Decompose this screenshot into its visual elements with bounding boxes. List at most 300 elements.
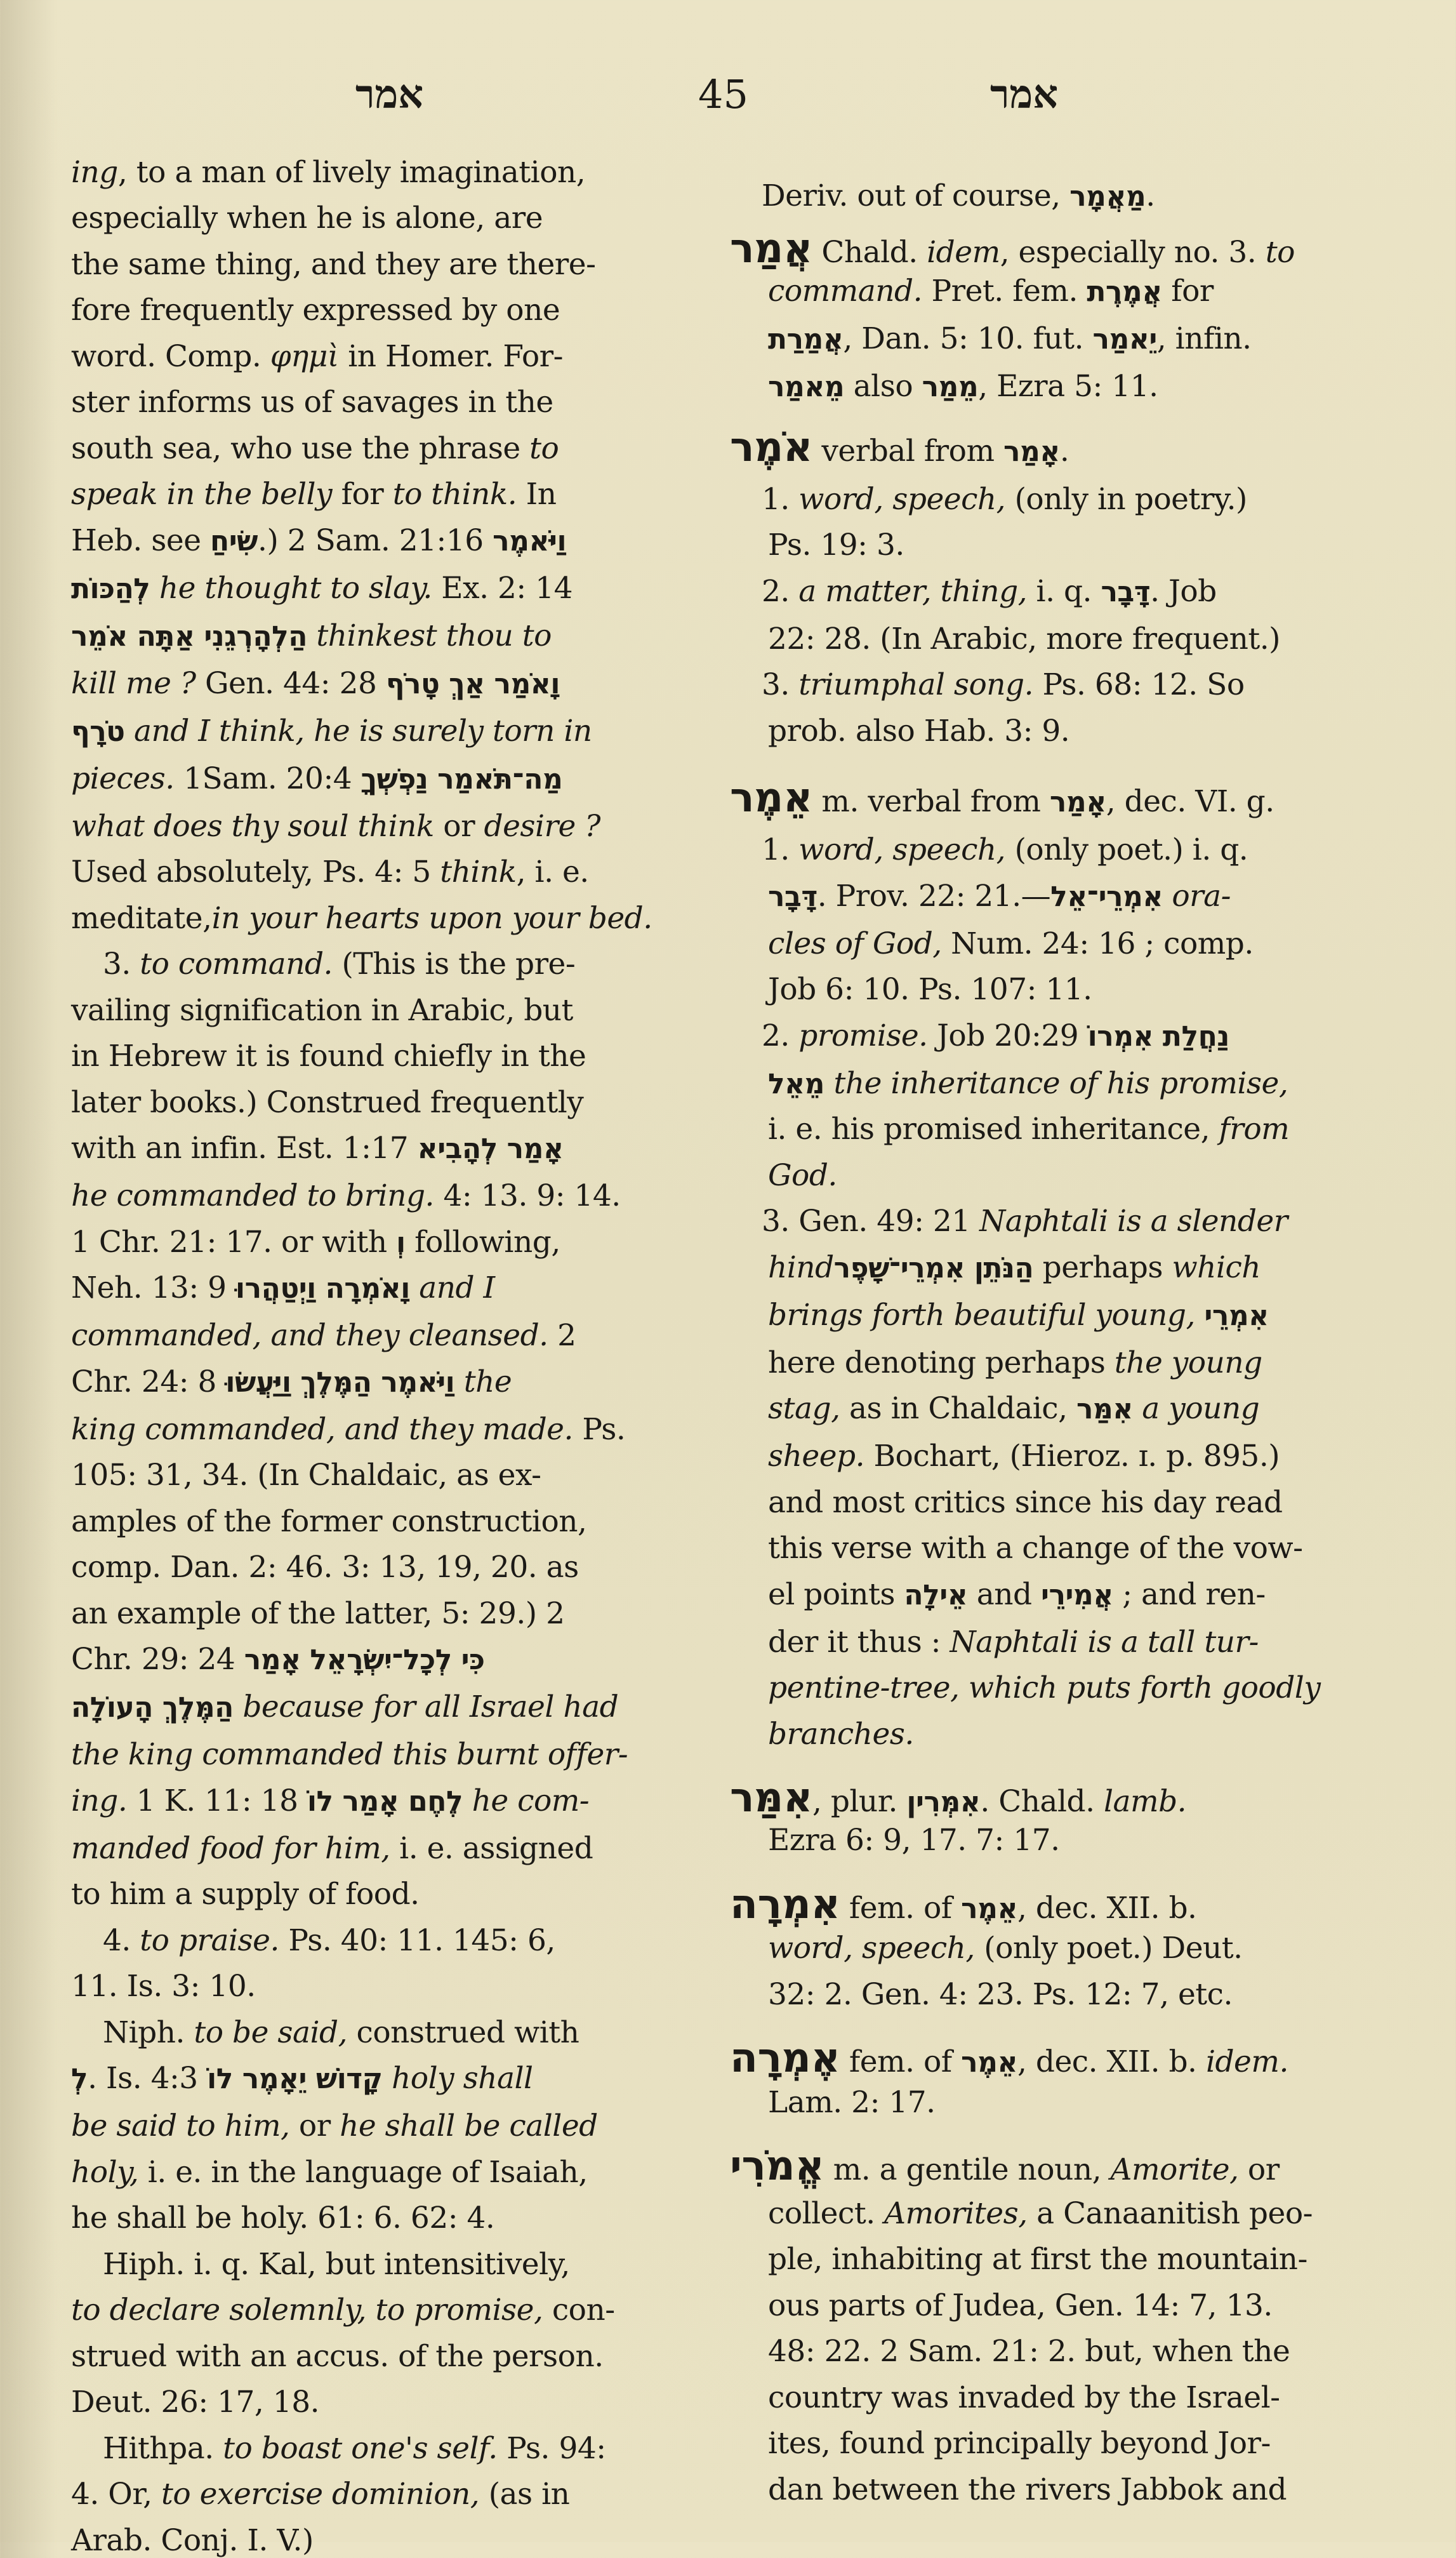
body-text: vailing signification in Arabic, but xyxy=(71,993,573,1028)
text-line xyxy=(768,1112,1371,1147)
text-line xyxy=(71,809,712,844)
headword: אֶמְרָה xyxy=(730,2035,840,2082)
body-text: Chr. 29: 24 xyxy=(71,1642,244,1677)
italic-gloss: and I xyxy=(409,1270,495,1305)
text-line xyxy=(768,1298,1371,1333)
body-text: In xyxy=(517,477,557,512)
body-text: 2. xyxy=(762,574,799,609)
text-line xyxy=(71,1225,712,1260)
italic-gloss: hind xyxy=(768,1250,834,1285)
text-line xyxy=(71,1831,712,1866)
italic-gloss: ora- xyxy=(1162,879,1231,914)
italic-gloss: the king commanded this burnt offer- xyxy=(71,1737,628,1772)
hebrew-text: אֵמֶר xyxy=(961,1893,1018,1925)
text-line xyxy=(768,321,1371,356)
italic-gloss: because for all Israel had xyxy=(233,1689,619,1724)
body-text: this verse with a change of the vow- xyxy=(768,1531,1303,1566)
text-line xyxy=(71,1039,712,1074)
body-text: , to a man of lively imagination, xyxy=(117,155,586,190)
body-text: 22: 28. (In Arabic, more frequent.) xyxy=(768,622,1280,656)
italic-gloss: to be said, xyxy=(194,2015,348,2050)
text-line xyxy=(762,1018,1371,1053)
text-line xyxy=(71,1877,712,1912)
text-line xyxy=(71,1412,712,1447)
hebrew-text: אֲמֶרֶת xyxy=(1087,276,1162,308)
italic-gloss: in your hearts upon your bed. xyxy=(211,901,652,936)
body-text: south sea, who use the phrase xyxy=(71,431,530,466)
italic-gloss: a young xyxy=(1132,1391,1260,1426)
body-text: Neh. 13: 9 xyxy=(71,1270,236,1305)
text-line xyxy=(71,571,712,606)
hebrew-text: אֵמֶר xyxy=(961,2046,1018,2079)
text-line xyxy=(71,247,712,282)
text-line xyxy=(762,667,1371,702)
body-text: der it thus : xyxy=(768,1625,950,1660)
text-line xyxy=(71,1131,712,1166)
running-head-left: אמר xyxy=(355,71,424,117)
body-text: (only in poetry.) xyxy=(1005,482,1247,517)
text-line xyxy=(768,1531,1371,1566)
hebrew-text: מֵאֵל xyxy=(768,1068,824,1100)
italic-gloss: be said to him, xyxy=(71,2108,290,2143)
italic-gloss: pieces. xyxy=(71,761,175,796)
text-line xyxy=(71,1270,712,1305)
text-line xyxy=(768,1158,1371,1193)
text-line xyxy=(71,2385,712,2420)
entry-headword-line xyxy=(730,1775,1371,1822)
text-line xyxy=(71,1642,712,1677)
italic-gloss: speak in the belly xyxy=(71,477,333,512)
headword: אִמַּר xyxy=(730,1775,812,1822)
hebrew-text: וְ xyxy=(396,1227,406,1259)
hebrew-text: אֲמַרַת xyxy=(768,323,844,356)
text-line xyxy=(768,2380,1371,2415)
body-text: fore frequently expressed by one xyxy=(71,293,560,328)
italic-gloss: God. xyxy=(768,1158,837,1193)
italic-gloss: commanded, and they cleansed. xyxy=(71,1318,548,1353)
italic-gloss: kill me ? xyxy=(71,666,196,701)
body-text: 4: 13. 9: 14. xyxy=(434,1178,621,1213)
text-line xyxy=(71,385,712,420)
italic-gloss: command. xyxy=(768,274,923,309)
text-line xyxy=(103,1923,712,1958)
body-text: with an infin. Est. 1:17 xyxy=(71,1131,418,1166)
text-line xyxy=(71,431,712,466)
body-text: collect. xyxy=(768,2196,885,2231)
body-text: m. verbal from xyxy=(812,784,1050,819)
text-line xyxy=(71,2477,712,2512)
italic-gloss: manded food for him, xyxy=(71,1831,390,1866)
body-text: 1 K. 11: 18 xyxy=(127,1783,307,1818)
body-text: 4. Or, xyxy=(71,2477,161,2512)
text-line xyxy=(768,528,1371,563)
text-line xyxy=(768,624,1371,654)
body-text: and xyxy=(967,1577,1042,1612)
body-text: . Is. 4:3 xyxy=(88,2061,208,2096)
text-line xyxy=(71,1783,712,1818)
body-text: comp. Dan. 2: 46. 3: 13, 19, 20. as xyxy=(71,1550,579,1585)
body-text: 1Sam. 20:4 xyxy=(174,761,361,796)
body-text: the same thing, and they are there- xyxy=(71,247,596,282)
body-text: word. Comp. xyxy=(71,339,270,374)
body-text: (This is the pre- xyxy=(333,947,576,982)
text-line xyxy=(103,2247,712,2282)
body-text: following, xyxy=(405,1225,560,1260)
italic-gloss: cles of God, xyxy=(768,926,942,961)
hebrew-text: דָּבָר xyxy=(768,881,817,913)
body-text: Deut. 26: 17, 18. xyxy=(71,2385,320,2420)
hebrew-text: וַיֹּאמֶר xyxy=(493,525,567,557)
body-text: Arab. Conj. I. V.) xyxy=(71,2523,314,2558)
text-line xyxy=(768,1625,1371,1660)
body-text: Ps. 94: xyxy=(497,2431,606,2466)
text-line xyxy=(71,201,712,236)
text-line xyxy=(103,2015,712,2050)
headword: אֵמֶר xyxy=(730,775,812,822)
hebrew-text: אִמְרֵי xyxy=(1204,1300,1269,1332)
body-text: 32: 2. Gen. 4: 23. Ps. 12: 7, etc. xyxy=(768,1977,1233,2012)
hebrew-text: דָּבָר xyxy=(1101,576,1151,608)
body-text: for xyxy=(1161,274,1214,309)
hebrew-text: אִמְרֵי־אֵל xyxy=(1050,881,1163,913)
body-text: . Chald. xyxy=(980,1784,1104,1819)
body-text: (only poet.) i. q. xyxy=(1005,832,1248,867)
hebrew-text: טֹרָף xyxy=(71,716,125,748)
text-line xyxy=(71,477,712,512)
text-line xyxy=(71,1318,712,1353)
text-line xyxy=(71,1364,712,1399)
text-line xyxy=(71,901,712,936)
hebrew-text: וָאֹמְרָה וַיְטַהֲרוּ xyxy=(235,1272,410,1305)
body-text: Heb. see xyxy=(71,523,210,558)
text-line xyxy=(768,1670,1371,1705)
entry-headword-line xyxy=(730,1881,1371,1928)
text-line xyxy=(71,2523,712,2558)
body-text: ; and ren- xyxy=(1113,1577,1266,1612)
hebrew-text: יֵאמַר xyxy=(1092,323,1157,356)
text-line xyxy=(71,1689,712,1724)
italic-gloss: king commanded, and they made. xyxy=(71,1412,573,1447)
hebrew-text: אֲמִירֵי xyxy=(1041,1579,1113,1611)
page-number: 45 xyxy=(698,71,748,117)
body-text: 48: 22. 2 Sam. 21: 2. but, when the xyxy=(768,2334,1290,2369)
italic-gloss: to boast one's self. xyxy=(223,2431,498,2466)
text-line xyxy=(762,832,1371,867)
body-text: Ps. 40: 11. 145: 6, xyxy=(279,1923,555,1958)
text-line xyxy=(71,666,712,701)
body-text: for xyxy=(332,477,393,512)
body-text: prob. also Hab. 3: 9. xyxy=(768,714,1070,749)
text-line xyxy=(768,2334,1371,2369)
text-line xyxy=(71,993,712,1028)
body-text: 1 Chr. 21: 17. or with xyxy=(71,1225,397,1260)
text-line xyxy=(103,2431,712,2466)
italic-gloss: a matter, thing, xyxy=(798,574,1028,609)
italic-gloss: idem xyxy=(927,235,1000,270)
body-text: meditate, xyxy=(71,901,212,936)
italic-gloss: Amorites, xyxy=(884,2196,1028,2231)
text-line xyxy=(71,1550,712,1585)
text-line xyxy=(768,369,1371,404)
body-text: (only poet.) Deut. xyxy=(974,1931,1243,1966)
hebrew-text: אִמְּרִין xyxy=(906,1786,981,1818)
body-text: ous parts of Judea, Gen. 14: 7, 13. xyxy=(768,2288,1273,2323)
text-line xyxy=(103,947,712,982)
italic-gloss: idem. xyxy=(1205,2044,1288,2079)
hebrew-text: אָמַר xyxy=(1003,436,1060,468)
body-text: construed with xyxy=(347,2015,579,2050)
text-line xyxy=(71,2203,712,2233)
italic-gloss: to think. xyxy=(392,477,517,512)
hebrew-text: מֵאמַר xyxy=(768,371,845,403)
text-line xyxy=(768,1345,1371,1380)
headword: אֹמֶר xyxy=(730,424,812,471)
text-line xyxy=(71,293,712,328)
text-line xyxy=(71,1504,712,1539)
text-line xyxy=(768,972,1371,1007)
body-text: . Job xyxy=(1150,574,1217,609)
text-line xyxy=(71,1596,712,1631)
italic-gloss: triumphal song. xyxy=(798,667,1034,702)
text-line xyxy=(768,1439,1371,1474)
body-text: here denoting perhaps xyxy=(768,1345,1115,1380)
body-text: 3. xyxy=(762,667,799,702)
text-line xyxy=(71,2293,712,2328)
hebrew-text: אִמַּר xyxy=(1076,1393,1133,1425)
body-text: Num. 24: 16 ; comp. xyxy=(941,926,1254,961)
body-text: Job 6: 10. Ps. 107: 11. xyxy=(768,972,1092,1007)
body-text: . Prov. 22: 21.— xyxy=(817,879,1051,914)
italic-gloss: lamb. xyxy=(1103,1784,1187,1819)
text-line xyxy=(768,1977,1371,2012)
text-line xyxy=(71,523,712,558)
italic-gloss: promise. xyxy=(798,1018,928,1053)
text-line xyxy=(768,926,1371,961)
body-text: Deriv. out of course, xyxy=(762,178,1070,213)
text-line xyxy=(768,2472,1371,2507)
body-text: also xyxy=(844,369,922,404)
body-text: later books.) Construed frequently xyxy=(71,1085,584,1120)
body-text xyxy=(1195,1298,1204,1333)
hebrew-text: נַחֲלַת אִמְרוֹ xyxy=(1087,1020,1229,1053)
body-text: 3. Gen. 49: 21 xyxy=(762,1204,980,1239)
hebrew-text: הַמֶּלֶךְ הָעוֹלָה xyxy=(71,1691,234,1724)
body-text: an example of the latter, 5: 29.) 2 xyxy=(71,1596,565,1631)
text-line xyxy=(71,1458,712,1493)
body-text: , Dan. 5: 10. fut. xyxy=(843,321,1093,356)
hebrew-text: וָאֹמַר אַךְ טָרֹף xyxy=(385,668,560,700)
text-line xyxy=(71,1969,712,2004)
italic-gloss: the inheritance of his promise, xyxy=(824,1066,1288,1101)
text-line xyxy=(768,2426,1371,2461)
body-text: ster informs us of savages in the xyxy=(71,385,553,420)
body-text: 2. xyxy=(762,1018,799,1053)
body-text: Chr. 24: 8 xyxy=(71,1364,226,1399)
text-line xyxy=(71,2339,712,2374)
text-line xyxy=(768,1250,1371,1285)
body-text: and most critics since his day read xyxy=(768,1485,1283,1520)
body-text: , plur. xyxy=(812,1784,907,1819)
body-text: 11. Is. 3: 10. xyxy=(71,1969,256,2004)
italic-gloss: holy, xyxy=(71,2155,139,2190)
hebrew-text: הַנֹּתֵן אִמְרֵי־שָׁפֶר xyxy=(833,1252,1034,1284)
italic-gloss: to xyxy=(529,431,559,466)
text-line xyxy=(768,1823,1371,1858)
italic-gloss: word, speech, xyxy=(798,482,1006,517)
body-text: to him a supply of food. xyxy=(71,1877,420,1912)
body-text: , Ezra 5: 11. xyxy=(978,369,1158,404)
body-text: (as in xyxy=(479,2477,570,2512)
body-text: dan between the rivers Jabbok and xyxy=(768,2472,1287,2507)
body-text xyxy=(853,1931,862,1966)
text-line xyxy=(71,761,712,796)
italic-gloss: to declare solemnly, to promise, xyxy=(71,2293,543,2328)
body-text: in Homer. For- xyxy=(338,339,564,374)
body-text: fem. of xyxy=(840,2044,962,2079)
hebrew-text: לֶחֶם אָמַר לוֹ xyxy=(307,1785,463,1818)
running-head-right: אמר xyxy=(990,71,1059,117)
body-text: or xyxy=(433,809,484,844)
hebrew-text: מֵמַר xyxy=(922,371,979,403)
italic-gloss: to praise. xyxy=(140,1923,279,1958)
body-text: strued with an accus. of the person. xyxy=(71,2339,604,2374)
body-text: Bochart, (Hieroz. ɪ. p. 895.) xyxy=(864,1439,1280,1474)
italic-gloss: and I think, he is surely torn in xyxy=(124,714,592,749)
body-text: fem. of xyxy=(840,1891,962,1926)
body-text: 2 xyxy=(548,1318,576,1353)
italic-gloss: word, xyxy=(768,1931,853,1966)
body-text: 1. xyxy=(762,832,799,867)
body-text: 105: 31, 34. (In Chaldaic, as ex- xyxy=(71,1458,541,1493)
italic-gloss: ing xyxy=(71,155,118,190)
body-text: he shall be holy. 61: 6. 62: 4. xyxy=(71,2201,495,2235)
text-line xyxy=(71,339,712,374)
body-text: 4. xyxy=(103,1923,140,1958)
body-text: Ps. 68: 12. So xyxy=(1033,667,1245,702)
text-line xyxy=(762,482,1371,517)
entry-headword-line xyxy=(730,2035,1371,2082)
body-text: Ps. xyxy=(572,1412,626,1447)
body-text: Ex. 2: 14 xyxy=(432,571,572,606)
hebrew-text: וַיֹּאמֶר הַמֶּלֶךְ וַיַּעֲשׂוּ xyxy=(225,1366,455,1399)
headword: אֱמֹרִי xyxy=(730,2143,824,2190)
text-line xyxy=(768,1066,1371,1101)
text-line xyxy=(71,618,712,653)
italic-gloss: what does thy soul think xyxy=(71,809,434,844)
text-line xyxy=(762,574,1371,609)
hebrew-text: מַה־תֹּאמַר נַפְשְׁךָ xyxy=(361,763,563,796)
text-line xyxy=(768,1577,1371,1612)
hebrew-text: אָמַר xyxy=(1049,786,1106,818)
body-text: Chald. xyxy=(812,235,927,270)
italic-gloss: φημὶ xyxy=(270,339,339,374)
body-text: ites, found principally beyond Jor- xyxy=(768,2426,1271,2461)
body-text: a Canaanitish peo- xyxy=(1027,2196,1313,2231)
body-text: i. e. in the language of Isaiah, xyxy=(138,2155,588,2190)
italic-gloss: Amorite, xyxy=(1110,2152,1239,2187)
body-text: , infin. xyxy=(1156,321,1252,356)
text-line xyxy=(768,2085,1371,2120)
hebrew-text: אָמַר לְהָבִיא xyxy=(417,1133,564,1165)
hebrew-text: שִׂיחַ xyxy=(209,525,258,557)
hebrew-text: לְ xyxy=(71,2063,88,2095)
italic-gloss: desire ? xyxy=(484,809,600,844)
text-line xyxy=(768,2196,1371,2231)
italic-gloss: he commanded to bring. xyxy=(71,1178,435,1213)
italic-gloss: to command. xyxy=(140,947,333,982)
hebrew-text: מַאֲמָר xyxy=(1069,180,1146,213)
body-text: , dec. VI. g. xyxy=(1106,784,1274,819)
body-text: amples of the former construction, xyxy=(71,1504,587,1539)
italic-gloss: which xyxy=(1172,1250,1261,1285)
body-text: , i. e. xyxy=(516,855,589,889)
headword: אִמְרָה xyxy=(730,1881,840,1928)
body-text: Pret. fem. xyxy=(922,274,1087,309)
italic-gloss: he com- xyxy=(463,1783,590,1818)
text-line xyxy=(71,2108,712,2143)
body-text: Job 20:29 xyxy=(927,1018,1088,1053)
body-text: .) 2 Sam. 21:16 xyxy=(258,523,493,558)
body-text: , especially no. 3. xyxy=(1000,235,1266,270)
text-line xyxy=(71,1737,712,1772)
text-line xyxy=(768,1717,1371,1752)
body-text: Ps. 19: 3. xyxy=(768,528,904,563)
italic-gloss: Naphtali is a tall tur- xyxy=(950,1625,1259,1660)
text-line xyxy=(71,2061,712,2096)
text-line xyxy=(768,714,1371,749)
italic-gloss: pentine-tree, which puts forth goodly xyxy=(768,1670,1321,1705)
body-text: especially when he is alone, are xyxy=(71,201,543,236)
body-text: perhaps xyxy=(1033,1250,1172,1285)
text-line xyxy=(768,274,1371,309)
body-text: i. q. xyxy=(1027,574,1101,609)
body-text: Niph. xyxy=(103,2015,194,2050)
text-line xyxy=(768,2288,1371,2323)
text-line xyxy=(768,879,1371,914)
text-line xyxy=(768,1485,1371,1520)
italic-gloss: ing. xyxy=(71,1783,128,1818)
headword: אֲמַר xyxy=(730,225,812,272)
italic-gloss: Naphtali is a slender xyxy=(979,1204,1288,1239)
italic-gloss: brings forth beautiful young, xyxy=(768,1298,1195,1333)
body-text: or xyxy=(1238,2152,1280,2187)
text-line xyxy=(768,1391,1371,1426)
entry-headword-line xyxy=(730,2143,1371,2190)
entry-headword-line xyxy=(730,225,1371,272)
body-text: Used absolutely, Ps. 4: 5 xyxy=(71,855,440,889)
body-text: or xyxy=(289,2108,340,2143)
text-line xyxy=(768,1931,1371,1966)
body-text: verbal from xyxy=(812,434,1003,469)
text-line xyxy=(71,714,712,749)
italic-gloss: the xyxy=(454,1364,512,1399)
body-text: m. a gentile noun, xyxy=(824,2152,1111,2187)
hebrew-text: אֵילָה xyxy=(904,1579,968,1611)
text-line xyxy=(71,1178,712,1213)
body-text: con- xyxy=(543,2293,615,2328)
italic-gloss: sheep. xyxy=(768,1439,865,1474)
body-text: el points xyxy=(768,1577,904,1612)
italic-gloss: the young xyxy=(1114,1345,1262,1380)
body-text: Hiph. i. q. Kal, but intensitively, xyxy=(103,2247,570,2282)
italic-gloss: branches. xyxy=(768,1717,914,1752)
entry-headword-line xyxy=(730,775,1371,822)
italic-gloss: thinkest thou to xyxy=(307,618,552,653)
body-text: Ezra 6: 9, 17. 7: 17. xyxy=(768,1823,1060,1858)
body-text: , dec. XII. b. xyxy=(1017,1891,1197,1926)
italic-gloss: stag, xyxy=(768,1391,840,1426)
italic-gloss: holy shall xyxy=(382,2061,533,2096)
